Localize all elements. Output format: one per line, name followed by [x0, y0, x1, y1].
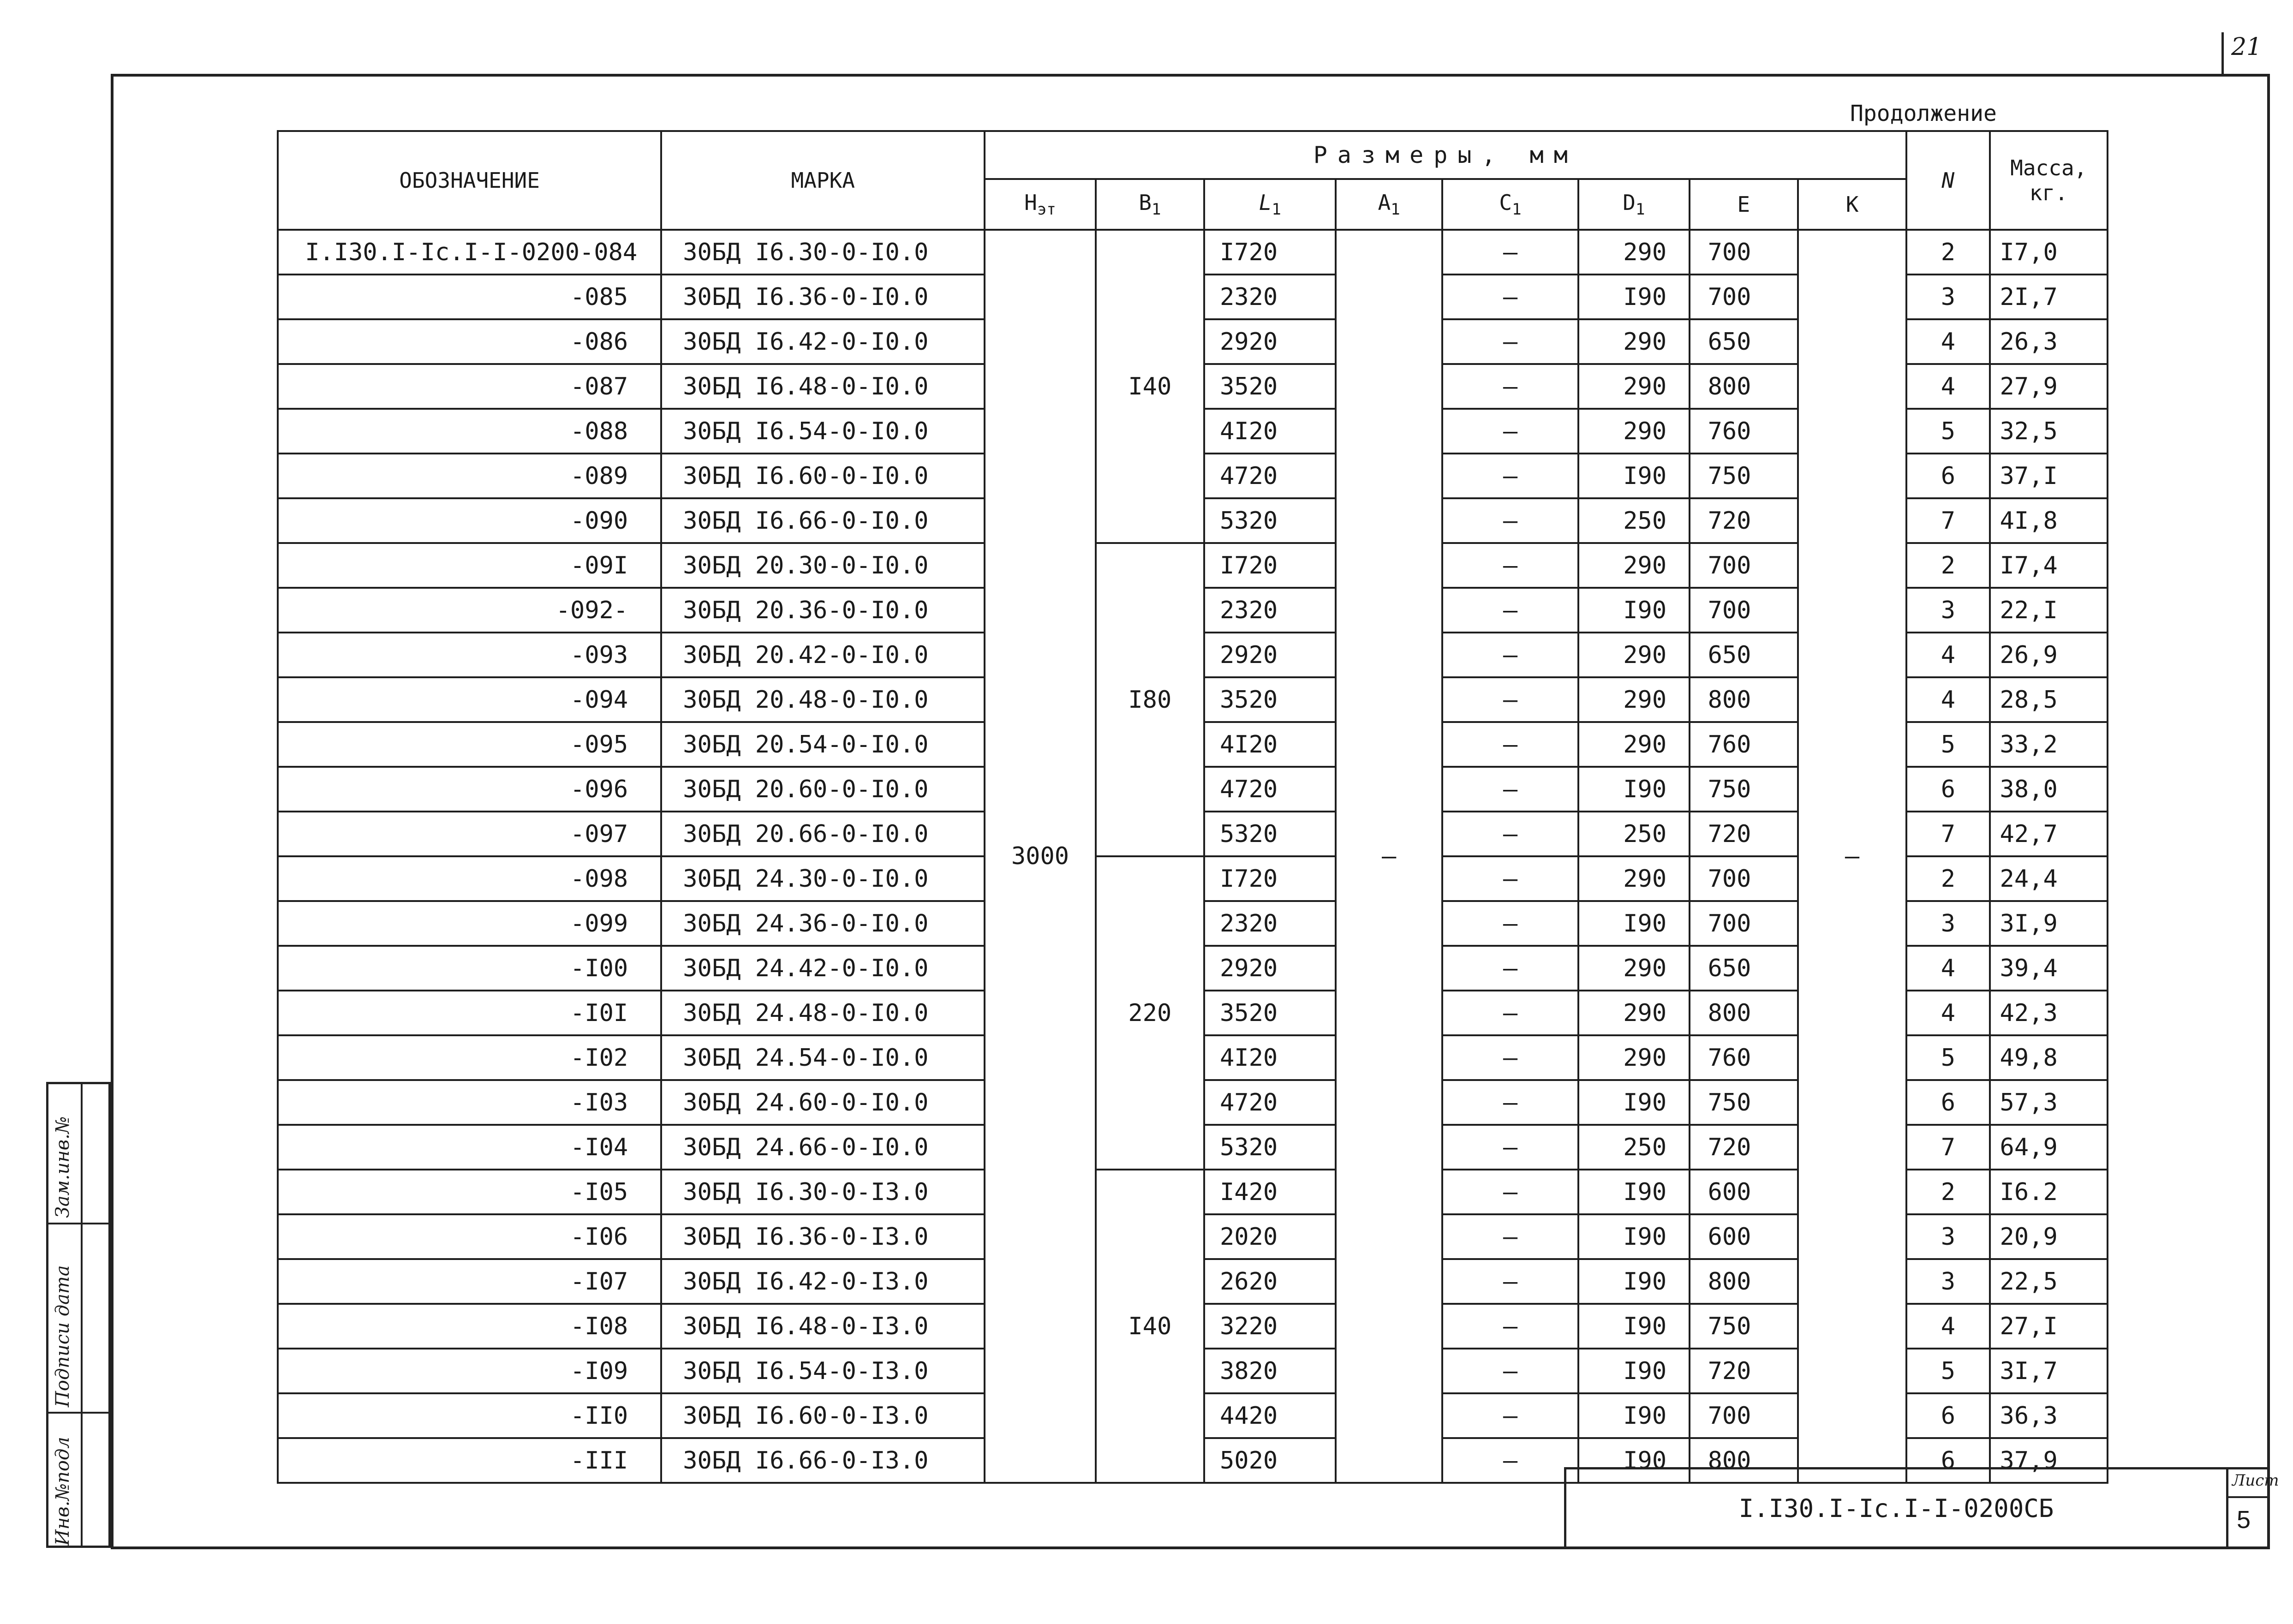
cell-oboz: -090 — [278, 498, 661, 543]
cell-oboz: -I06 — [278, 1214, 661, 1259]
cell-d1: 290 — [1578, 991, 1689, 1035]
cell-marka: 30БД 20.54-0-I0.0 — [661, 722, 985, 767]
side-stamp-divider — [48, 1223, 108, 1224]
cell-n: 6 — [1906, 1393, 1989, 1438]
cell-e: 800 — [1690, 991, 1798, 1035]
cell-oboz: -094 — [278, 677, 661, 722]
cell-oboz: -093 — [278, 633, 661, 677]
header-b1: $В_1$ — [1096, 179, 1204, 230]
cell-marka: 30БД 24.36-0-I0.0 — [661, 901, 985, 946]
cell-n: 5 — [1906, 1035, 1989, 1080]
cell-n: 2 — [1906, 230, 1989, 275]
cell-marka: 30БД I6.30-0-I0.0 — [661, 230, 985, 275]
cell-d1: I90 — [1578, 1259, 1689, 1304]
cell-d1: 290 — [1578, 364, 1689, 409]
header-n: N — [1906, 131, 1989, 230]
side-stamp-divider — [48, 1412, 108, 1414]
cell-l1: 3520 — [1204, 677, 1336, 722]
sheet-number-divider — [2221, 32, 2224, 74]
cell-oboz: -099 — [278, 901, 661, 946]
cell-e: 750 — [1690, 767, 1798, 812]
continuation-label: Продолжение — [1850, 101, 1997, 126]
cell-oboz: -I00 — [278, 946, 661, 991]
cell-n: 3 — [1906, 275, 1989, 319]
header-l1: $L_1$ — [1204, 179, 1336, 230]
header-h: $Н_{эт}$ — [985, 179, 1095, 230]
header-a1: $А_1$ — [1336, 179, 1442, 230]
cell-e: 800 — [1690, 364, 1798, 409]
cell-n: 7 — [1906, 812, 1989, 856]
header-k: К — [1798, 179, 1906, 230]
cell-l1: 4420 — [1204, 1393, 1336, 1438]
cell-n: 4 — [1906, 991, 1989, 1035]
cell-oboz: -I0I — [278, 991, 661, 1035]
cell-c1: – — [1442, 1304, 1578, 1349]
cell-n: 4 — [1906, 633, 1989, 677]
cell-mass: 22,I — [1990, 588, 2108, 633]
cell-e: 650 — [1690, 319, 1798, 364]
cell-c1: – — [1442, 230, 1578, 275]
cell-e: 800 — [1690, 1438, 1798, 1483]
cell-l1: 3820 — [1204, 1349, 1336, 1393]
cell-c1: – — [1442, 1080, 1578, 1125]
cell-d1: I90 — [1578, 1170, 1689, 1214]
cell-e: 750 — [1690, 454, 1798, 498]
cell-c1: – — [1442, 1035, 1578, 1080]
cell-mass: 49,8 — [1990, 1035, 2108, 1080]
cell-n: 3 — [1906, 901, 1989, 946]
cell-e: 600 — [1690, 1170, 1798, 1214]
cell-mass: 22,5 — [1990, 1259, 2108, 1304]
cell-mass: 4I,8 — [1990, 498, 2108, 543]
cell-e: 700 — [1690, 856, 1798, 901]
cell-n: 6 — [1906, 767, 1989, 812]
cell-l1: 2920 — [1204, 633, 1336, 677]
cell-c1: – — [1442, 1170, 1578, 1214]
cell-n: 4 — [1906, 1304, 1989, 1349]
cell-marka: 30БД 20.48-0-I0.0 — [661, 677, 985, 722]
cell-l1: 3520 — [1204, 364, 1336, 409]
cell-mass: 20,9 — [1990, 1214, 2108, 1259]
cell-n: 6 — [1906, 454, 1989, 498]
cell-mass: 24,4 — [1990, 856, 2108, 901]
cell-mass: 27,9 — [1990, 364, 2108, 409]
cell-d1: I90 — [1578, 1349, 1689, 1393]
cell-mass: 38,0 — [1990, 767, 2108, 812]
cell-marka: 30БД 20.36-0-I0.0 — [661, 588, 985, 633]
cell-e: 700 — [1690, 1393, 1798, 1438]
cell-d1: 290 — [1578, 230, 1689, 275]
cell-c1: – — [1442, 901, 1578, 946]
cell-marka: 30БД I6.60-0-I3.0 — [661, 1393, 985, 1438]
cell-b1-group: 220 — [1096, 856, 1204, 1170]
cell-n: 7 — [1906, 1125, 1989, 1170]
cell-oboz: -098 — [278, 856, 661, 901]
cell-mass: 57,3 — [1990, 1080, 2108, 1125]
cell-l1: I720 — [1204, 543, 1336, 588]
cell-oboz: -09I — [278, 543, 661, 588]
cell-e: 700 — [1690, 588, 1798, 633]
cell-n: 3 — [1906, 588, 1989, 633]
cell-e: 720 — [1690, 1349, 1798, 1393]
side-label-sign-date: Подписи дата — [52, 1265, 73, 1407]
cell-c1: – — [1442, 454, 1578, 498]
cell-n: 3 — [1906, 1214, 1989, 1259]
cell-marka: 30БД I6.60-0-I0.0 — [661, 454, 985, 498]
cell-d1: 250 — [1578, 812, 1689, 856]
cell-c1: – — [1442, 946, 1578, 991]
cell-n: 4 — [1906, 319, 1989, 364]
cell-d1: I90 — [1578, 767, 1689, 812]
cell-marka: 30БД 24.54-0-I0.0 — [661, 1035, 985, 1080]
cell-e: 700 — [1690, 230, 1798, 275]
header-oboz: ОБОЗНАЧЕНИЕ — [278, 131, 661, 230]
cell-a1-merged: – — [1336, 230, 1442, 1483]
cell-d1: 290 — [1578, 633, 1689, 677]
cell-b1-group: I40 — [1096, 230, 1204, 543]
cell-marka: 30БД 20.42-0-I0.0 — [661, 633, 985, 677]
cell-oboz: -I05 — [278, 1170, 661, 1214]
cell-l1: I420 — [1204, 1170, 1336, 1214]
cell-n: 4 — [1906, 946, 1989, 991]
cell-c1: – — [1442, 677, 1578, 722]
cell-l1: 2920 — [1204, 946, 1336, 991]
cell-n: 2 — [1906, 543, 1989, 588]
cell-e: 760 — [1690, 722, 1798, 767]
cell-e: 750 — [1690, 1080, 1798, 1125]
cell-l1: 4I20 — [1204, 1035, 1336, 1080]
header-sizes: Размеры, мм — [985, 131, 1906, 179]
specification-table — [277, 130, 2108, 1484]
cell-b1-group: I40 — [1096, 1170, 1204, 1483]
cell-d1: I90 — [1578, 901, 1689, 946]
cell-marka: 30БД 24.48-0-I0.0 — [661, 991, 985, 1035]
cell-c1: – — [1442, 319, 1578, 364]
cell-d1: I90 — [1578, 454, 1689, 498]
document-code: I.I30.I-Ic.I-I-0200СБ — [1738, 1493, 2054, 1523]
cell-d1: 250 — [1578, 1125, 1689, 1170]
cell-n: 7 — [1906, 498, 1989, 543]
cell-l1: 2020 — [1204, 1214, 1336, 1259]
cell-oboz: -I02 — [278, 1035, 661, 1080]
cell-marka: 30БД I6.36-0-I3.0 — [661, 1214, 985, 1259]
cell-c1: – — [1442, 275, 1578, 319]
cell-mass: I7,0 — [1990, 230, 2108, 275]
cell-e: 720 — [1690, 498, 1798, 543]
header-marka: МАРКА — [661, 131, 985, 230]
cell-l1: 2320 — [1204, 901, 1336, 946]
cell-l1: 5320 — [1204, 812, 1336, 856]
cell-mass: I7,4 — [1990, 543, 2108, 588]
cell-l1: 4720 — [1204, 767, 1336, 812]
cell-l1: 2320 — [1204, 275, 1336, 319]
table-row — [278, 230, 2108, 275]
cell-n: 5 — [1906, 409, 1989, 454]
cell-l1: 5020 — [1204, 1438, 1336, 1483]
cell-d1: 290 — [1578, 856, 1689, 901]
cell-e: 650 — [1690, 946, 1798, 991]
cell-n: 2 — [1906, 1170, 1989, 1214]
cell-marka: 30БД 24.30-0-I0.0 — [661, 856, 985, 901]
cell-c1: – — [1442, 409, 1578, 454]
sheet-label: Лист — [2232, 1471, 2279, 1490]
cell-mass: 3I,7 — [1990, 1349, 2108, 1393]
cell-n: 5 — [1906, 722, 1989, 767]
cell-d1: I90 — [1578, 588, 1689, 633]
cell-c1: – — [1442, 1214, 1578, 1259]
cell-marka: 30БД I6.48-0-I3.0 — [661, 1304, 985, 1349]
cell-c1: – — [1442, 1125, 1578, 1170]
cell-e: 800 — [1690, 1259, 1798, 1304]
cell-mass: 33,2 — [1990, 722, 2108, 767]
cell-d1: 290 — [1578, 543, 1689, 588]
cell-mass: 36,3 — [1990, 1393, 2108, 1438]
cell-oboz: -I04 — [278, 1125, 661, 1170]
cell-marka: 30БД I6.54-0-I3.0 — [661, 1349, 985, 1393]
cell-marka: 30БД 24.66-0-I0.0 — [661, 1125, 985, 1170]
side-label-inv-no: Инв.№подл — [52, 1437, 73, 1546]
cell-n: 2 — [1906, 856, 1989, 901]
cell-d1: 250 — [1578, 498, 1689, 543]
cell-d1: I90 — [1578, 1080, 1689, 1125]
cell-oboz: I.I30.I-Ic.I-I-0200-084 — [278, 230, 661, 275]
cell-l1: 4I20 — [1204, 409, 1336, 454]
cell-c1: – — [1442, 1349, 1578, 1393]
cell-l1: 5320 — [1204, 498, 1336, 543]
cell-oboz: -I08 — [278, 1304, 661, 1349]
cell-mass: 26,9 — [1990, 633, 2108, 677]
header-c1: $С_1$ — [1442, 179, 1578, 230]
cell-n: 6 — [1906, 1080, 1989, 1125]
cell-l1: 2920 — [1204, 319, 1336, 364]
cell-d1: I90 — [1578, 1438, 1689, 1483]
cell-n: 6 — [1906, 1438, 1989, 1483]
cell-oboz: -085 — [278, 275, 661, 319]
cell-c1: – — [1442, 364, 1578, 409]
cell-l1: 4720 — [1204, 1080, 1336, 1125]
cell-marka: 30БД I6.66-0-I0.0 — [661, 498, 985, 543]
cell-c1: – — [1442, 767, 1578, 812]
cell-marka: 30БД 20.60-0-I0.0 — [661, 767, 985, 812]
cell-c1: – — [1442, 722, 1578, 767]
cell-mass: 42,7 — [1990, 812, 2108, 856]
cell-mass: 37,9 — [1990, 1438, 2108, 1483]
cell-d1: I90 — [1578, 1214, 1689, 1259]
cell-d1: I90 — [1578, 275, 1689, 319]
cell-marka: 30БД I6.36-0-I0.0 — [661, 275, 985, 319]
cell-oboz: -086 — [278, 319, 661, 364]
cell-c1: – — [1442, 543, 1578, 588]
cell-marka: 30БД 24.60-0-I0.0 — [661, 1080, 985, 1125]
cell-l1: I720 — [1204, 230, 1336, 275]
cell-e: 700 — [1690, 901, 1798, 946]
cell-e: 720 — [1690, 1125, 1798, 1170]
cell-c1: – — [1442, 633, 1578, 677]
cell-mass: 64,9 — [1990, 1125, 2108, 1170]
cell-n: 4 — [1906, 364, 1989, 409]
cell-l1: 2320 — [1204, 588, 1336, 633]
cell-e: 760 — [1690, 409, 1798, 454]
header-mass: Масса, кг. — [1990, 131, 2108, 230]
cell-mass: I6.2 — [1990, 1170, 2108, 1214]
cell-mass: 42,3 — [1990, 991, 2108, 1035]
cell-oboz: -095 — [278, 722, 661, 767]
cell-oboz: -096 — [278, 767, 661, 812]
cell-mass: 27,I — [1990, 1304, 2108, 1349]
cell-mass: 37,I — [1990, 454, 2108, 498]
cell-mass: 28,5 — [1990, 677, 2108, 722]
cell-e: 800 — [1690, 677, 1798, 722]
header-e: Е — [1690, 179, 1798, 230]
title-block — [1564, 1467, 2228, 1549]
cell-oboz: -092- — [278, 588, 661, 633]
cell-k-merged: – — [1798, 230, 1906, 1483]
cell-oboz: -I03 — [278, 1080, 661, 1125]
cell-d1: I90 — [1578, 1393, 1689, 1438]
cell-c1: – — [1442, 856, 1578, 901]
cell-marka: 30БД 24.42-0-I0.0 — [661, 946, 985, 991]
cell-h-merged: 3000 — [985, 230, 1095, 1483]
cell-oboz: -I07 — [278, 1259, 661, 1304]
frame-right-border — [2267, 74, 2270, 1549]
cell-l1: 5320 — [1204, 1125, 1336, 1170]
cell-mass: 39,4 — [1990, 946, 2108, 991]
sheet-number-top: 21 — [2231, 33, 2262, 61]
cell-d1: 290 — [1578, 946, 1689, 991]
cell-marka: 30БД I6.66-0-I3.0 — [661, 1438, 985, 1483]
cell-l1: 4720 — [1204, 454, 1336, 498]
cell-d1: 290 — [1578, 722, 1689, 767]
cell-e: 750 — [1690, 1304, 1798, 1349]
cell-marka: 30БД I6.30-0-I3.0 — [661, 1170, 985, 1214]
cell-d1: 290 — [1578, 409, 1689, 454]
cell-e: 720 — [1690, 812, 1798, 856]
cell-l1: 3520 — [1204, 991, 1336, 1035]
cell-oboz: -097 — [278, 812, 661, 856]
cell-e: 700 — [1690, 275, 1798, 319]
cell-c1: – — [1442, 991, 1578, 1035]
cell-marka: 30БД I6.42-0-I0.0 — [661, 319, 985, 364]
cell-marka: 30БД 20.30-0-I0.0 — [661, 543, 985, 588]
cell-marka: 30БД 20.66-0-I0.0 — [661, 812, 985, 856]
cell-c1: – — [1442, 588, 1578, 633]
cell-marka: 30БД I6.42-0-I3.0 — [661, 1259, 985, 1304]
cell-n: 3 — [1906, 1259, 1989, 1304]
cell-c1: – — [1442, 1259, 1578, 1304]
cell-b1-group: I80 — [1096, 543, 1204, 856]
cell-oboz: -III — [278, 1438, 661, 1483]
side-stamp — [46, 1082, 111, 1548]
sheet-box-divider — [2228, 1496, 2268, 1498]
cell-mass: 2I,7 — [1990, 275, 2108, 319]
cell-mass: 26,3 — [1990, 319, 2108, 364]
cell-l1: 2620 — [1204, 1259, 1336, 1304]
cell-l1: 4I20 — [1204, 722, 1336, 767]
cell-l1: I720 — [1204, 856, 1336, 901]
cell-n: 4 — [1906, 677, 1989, 722]
header-d1: $D_1$ — [1578, 179, 1689, 230]
cell-c1: – — [1442, 812, 1578, 856]
cell-l1: 3220 — [1204, 1304, 1336, 1349]
cell-c1: – — [1442, 1438, 1578, 1483]
cell-oboz: -088 — [278, 409, 661, 454]
cell-e: 600 — [1690, 1214, 1798, 1259]
cell-mass: 32,5 — [1990, 409, 2108, 454]
cell-oboz: -087 — [278, 364, 661, 409]
cell-d1: I90 — [1578, 1304, 1689, 1349]
cell-d1: 290 — [1578, 677, 1689, 722]
cell-d1: 290 — [1578, 1035, 1689, 1080]
cell-c1: – — [1442, 498, 1578, 543]
cell-e: 650 — [1690, 633, 1798, 677]
cell-oboz: -II0 — [278, 1393, 661, 1438]
cell-c1: – — [1442, 1393, 1578, 1438]
cell-e: 700 — [1690, 543, 1798, 588]
cell-marka: 30БД I6.54-0-I0.0 — [661, 409, 985, 454]
side-label-replace-inv: Зам.инв.№ — [52, 1116, 73, 1218]
sheet-number: 5 — [2237, 1506, 2251, 1534]
cell-mass: 3I,9 — [1990, 901, 2108, 946]
cell-oboz: -I09 — [278, 1349, 661, 1393]
table-body — [278, 230, 2108, 1483]
cell-n: 5 — [1906, 1349, 1989, 1393]
cell-oboz: -089 — [278, 454, 661, 498]
cell-e: 760 — [1690, 1035, 1798, 1080]
cell-d1: 290 — [1578, 319, 1689, 364]
cell-marka: 30БД I6.48-0-I0.0 — [661, 364, 985, 409]
sheet-box — [2228, 1467, 2279, 1549]
